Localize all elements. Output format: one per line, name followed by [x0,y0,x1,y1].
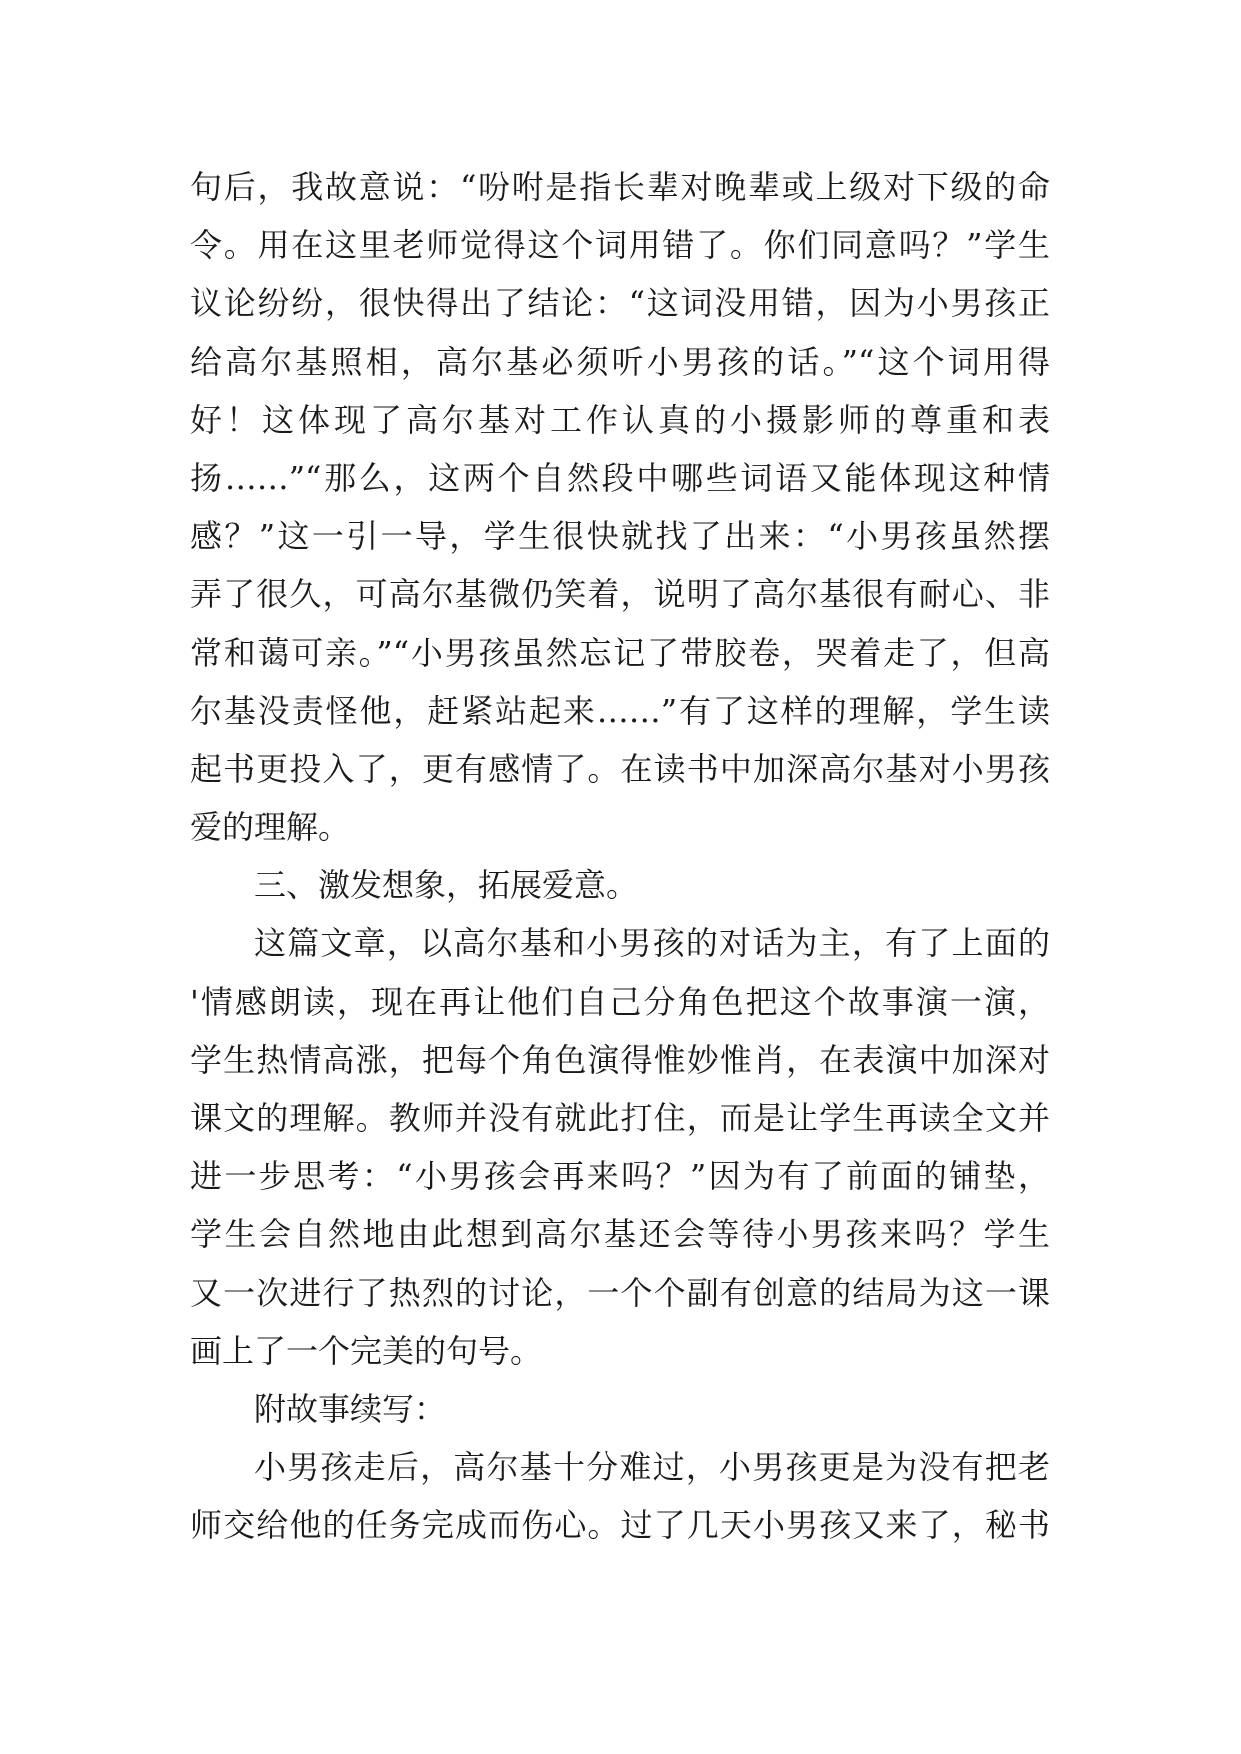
text-line: 尔基没责怪他，赶紧站起来……”有了这样的理解，学生读 [190,691,1050,730]
text-line: 弄了很久，可高尔基微仍笑着，说明了高尔基很有耐心、非 [190,575,1050,614]
text-line: '情感朗读，现在再让他们自己分角色把这个故事演一演， [190,982,1050,1021]
text-line: 常和蔼可亲。”“小男孩虽然忘记了带胶卷，哭着走了，但高 [190,633,1050,672]
text-line: 这篇文章，以高尔基和小男孩的对话为主，有了上面的 [254,924,1050,963]
appendix-heading: 附故事续写： [254,1389,447,1428]
text-line: 爱的理解。 [190,808,351,847]
text-line: 给高尔基照相，高尔基必须听小男孩的话。”“这个词用得 [190,342,1050,381]
text-line: 感？”这一引一导，学生很快就找了出来：“小男孩虽然摆 [190,517,1050,556]
text-line: 又一次进行了热烈的讨论，一个个副有创意的结局为这一课 [190,1273,1050,1312]
text-line: 议论纷纷，很快得出了结论：“这词没用错，因为小男孩正 [190,284,1050,323]
text-line: 句后，我故意说：“吩咐是指长辈对晚辈或上级对下级的命 [190,168,1050,206]
section-heading: 三、激发想象，拓展爱意。 [254,866,639,905]
document-page [190,158,1050,1555]
text-line: 进一步思考：“小男孩会再来吗？”因为有了前面的铺垫， [190,1157,1050,1196]
text-line: 课文的理解。教师并没有就此打住，而是让学生再读全文并 [190,1099,1050,1137]
text-line: 起书更投入了，更有感情了。在读书中加深高尔基对小男孩 [190,749,1050,788]
text-line: 小男孩走后，高尔基十分难过，小男孩更是为没有把老 [254,1448,1050,1487]
text-line: 令。用在这里老师觉得这个词用错了。你们同意吗？”学生 [190,226,1050,265]
text-line: 画上了一个完美的句号。 [190,1331,543,1370]
text-line: 好！这体现了高尔基对工作认真的小摄影师的尊重和表 [190,400,1050,439]
text-line: 扬……”“那么，这两个自然段中哪些词语又能体现这种情 [190,458,1050,497]
text-line: 学生热情高涨，把每个角色演得惟妙惟肖，在表演中加深对 [190,1040,1050,1079]
text-line: 师交给他的任务完成而伤心。过了几天小男孩又来了，秘书 [190,1506,1050,1545]
text-line: 学生会自然地由此想到高尔基还会等待小男孩来吗？学生 [190,1215,1050,1254]
